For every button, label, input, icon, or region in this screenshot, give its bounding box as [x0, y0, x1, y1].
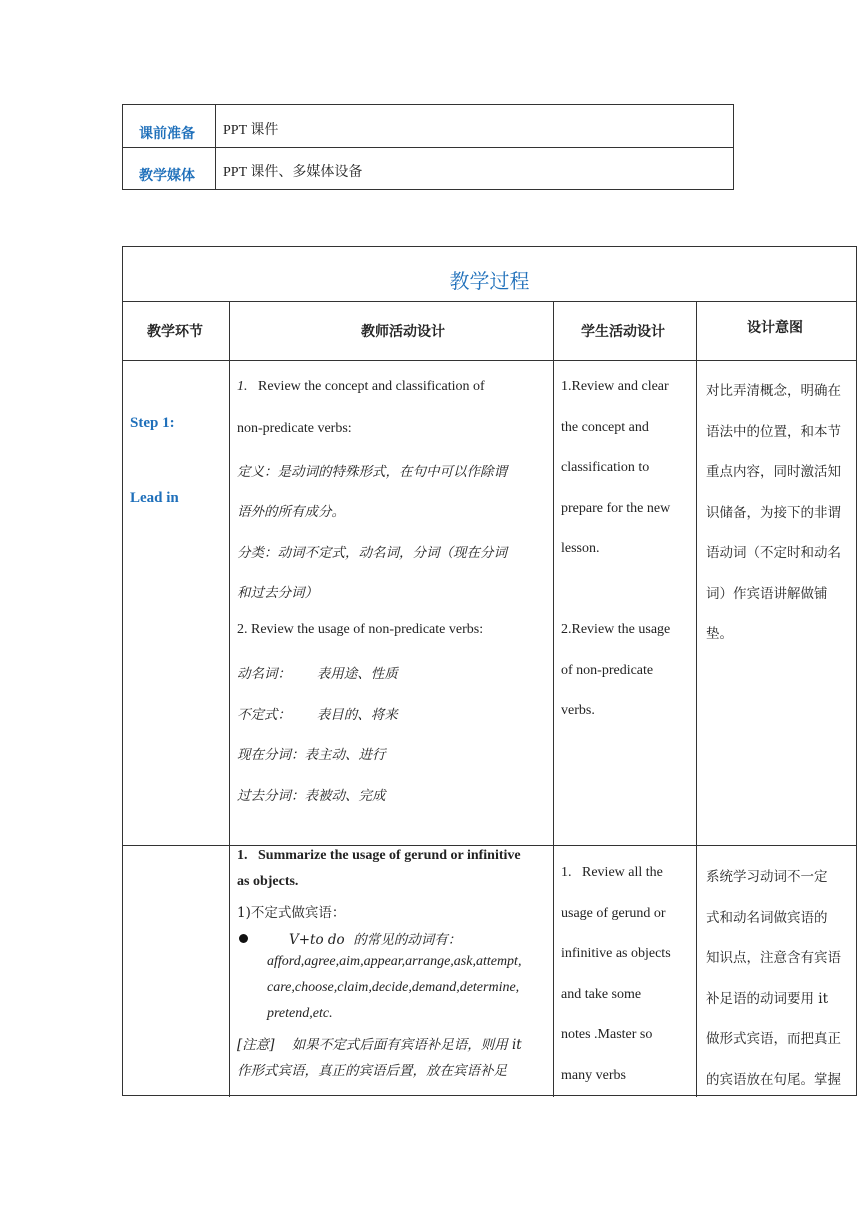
media-label-text: 教学媒体	[139, 168, 195, 184]
student-line: 1. Review all the	[561, 865, 663, 880]
intent-line: 知识点，注意含有宾语	[706, 950, 841, 966]
teacher-subheading: 1)不定式做宾语：	[237, 905, 346, 921]
note-line: 作形式宾语，真正的宾语后置，放在宾语补足	[237, 1063, 507, 1079]
divider	[696, 301, 697, 1097]
verb-list-line: afford,agree,aim,appear,arrange,ask,attempt,	[267, 954, 522, 969]
teacher-line: 和过去分词）	[237, 585, 318, 601]
teacher-line: 动名词： 表用途、性质	[237, 666, 398, 682]
intent-line: 的宾语放在句尾。掌握	[706, 1072, 841, 1088]
prep-row-media	[123, 147, 733, 189]
teacher-heading: 1. Summarize the usage of gerund or infinitive	[237, 848, 521, 863]
teacher-line: 语外的所有成分。	[237, 504, 345, 520]
step1-number: Step 1:	[130, 415, 175, 431]
student-line: verbs.	[561, 703, 595, 718]
verb-list-line: pretend,etc.	[267, 1006, 333, 1021]
student-line: the concept and	[561, 420, 649, 435]
intent-line: 识储备，为接下的非谓	[706, 505, 841, 521]
student-line: 2.Review the usage	[561, 622, 671, 637]
step1-name: Lead in	[130, 490, 179, 506]
teacher-line	[237, 379, 485, 395]
student-line: infinitive as objects	[561, 946, 671, 961]
intent-line: 词）作宾语讲解做铺	[706, 586, 828, 602]
intent-line: 垫。	[706, 626, 733, 642]
divider	[229, 301, 230, 1097]
student-line: classification to	[561, 460, 650, 475]
student-line: prepare for the new	[561, 501, 671, 516]
prep-label-text: 课前准备	[139, 126, 195, 142]
student-line: many verbs	[561, 1068, 626, 1083]
prep-row-courseware	[123, 105, 733, 148]
item-number: 1.	[237, 379, 248, 394]
teacher-line: 2. Review the usage of non-predicate verbs:	[237, 622, 484, 637]
intent-line: 语法中的位置，和本节	[706, 424, 841, 440]
verb-list-line: care,choose,claim,decide,demand,determine,	[267, 980, 520, 995]
bullet-title: V+to do 的常见的动词有：	[289, 932, 462, 948]
divider	[123, 360, 856, 361]
student-line: lesson.	[561, 541, 600, 556]
intent-line: 补足语的动词要用 it	[706, 991, 829, 1007]
student-line: usage of gerund or	[561, 906, 666, 921]
teacher-line-text-visible: Review the concept and classification of	[247, 379, 485, 394]
intent-line: 系统学习动词不一定	[706, 869, 828, 885]
header-stage: 教学环节	[147, 324, 203, 340]
student-line: of non-predicate	[561, 663, 654, 678]
intent-line: 语动词（不定时和动名	[706, 545, 841, 561]
divider	[123, 845, 856, 846]
process-table	[122, 246, 857, 1096]
teacher-line: 过去分词：表被动、完成	[237, 788, 386, 804]
process-title: 教学过程	[449, 269, 530, 293]
teacher-line: non-predicate verbs:	[237, 421, 352, 436]
media-label	[123, 147, 216, 189]
student-line: notes .Master so	[561, 1027, 653, 1042]
intent-line: 式和动名词做宾语的	[706, 910, 828, 926]
prep-label	[123, 105, 216, 147]
intent-line: 重点内容，同时激活知	[706, 464, 841, 480]
divider	[553, 301, 554, 1097]
student-line: 1.Review and clear	[561, 379, 669, 394]
teacher-heading: as objects.	[237, 874, 299, 889]
prep-table	[122, 104, 734, 190]
bullet-dot-icon	[239, 934, 248, 943]
teacher-line: 不定式： 表目的、将来	[237, 707, 398, 723]
prep-value: PPT 课件	[223, 123, 279, 138]
divider	[123, 301, 856, 302]
note-line: [注意] 如果不定式后面有宾语补足语，则用 it	[237, 1037, 522, 1053]
intent-line: 对比弄清概念，明确在	[706, 383, 841, 399]
header-teacher: 教师活动设计	[361, 324, 445, 340]
header-student: 学生活动设计	[581, 324, 665, 340]
teacher-line: 现在分词：表主动、进行	[237, 747, 386, 763]
student-line: and take some	[561, 987, 642, 1002]
teacher-line: 分类：动词不定式，动名词，分词（现在分词	[237, 545, 507, 561]
teacher-line: 定义：是动词的特殊形式，在句中可以作除谓	[237, 464, 507, 480]
intent-line: 做形式宾语，而把真正	[706, 1031, 841, 1047]
media-value: PPT 课件、多媒体设备	[223, 165, 363, 180]
header-intent: 设计意图	[747, 320, 803, 336]
